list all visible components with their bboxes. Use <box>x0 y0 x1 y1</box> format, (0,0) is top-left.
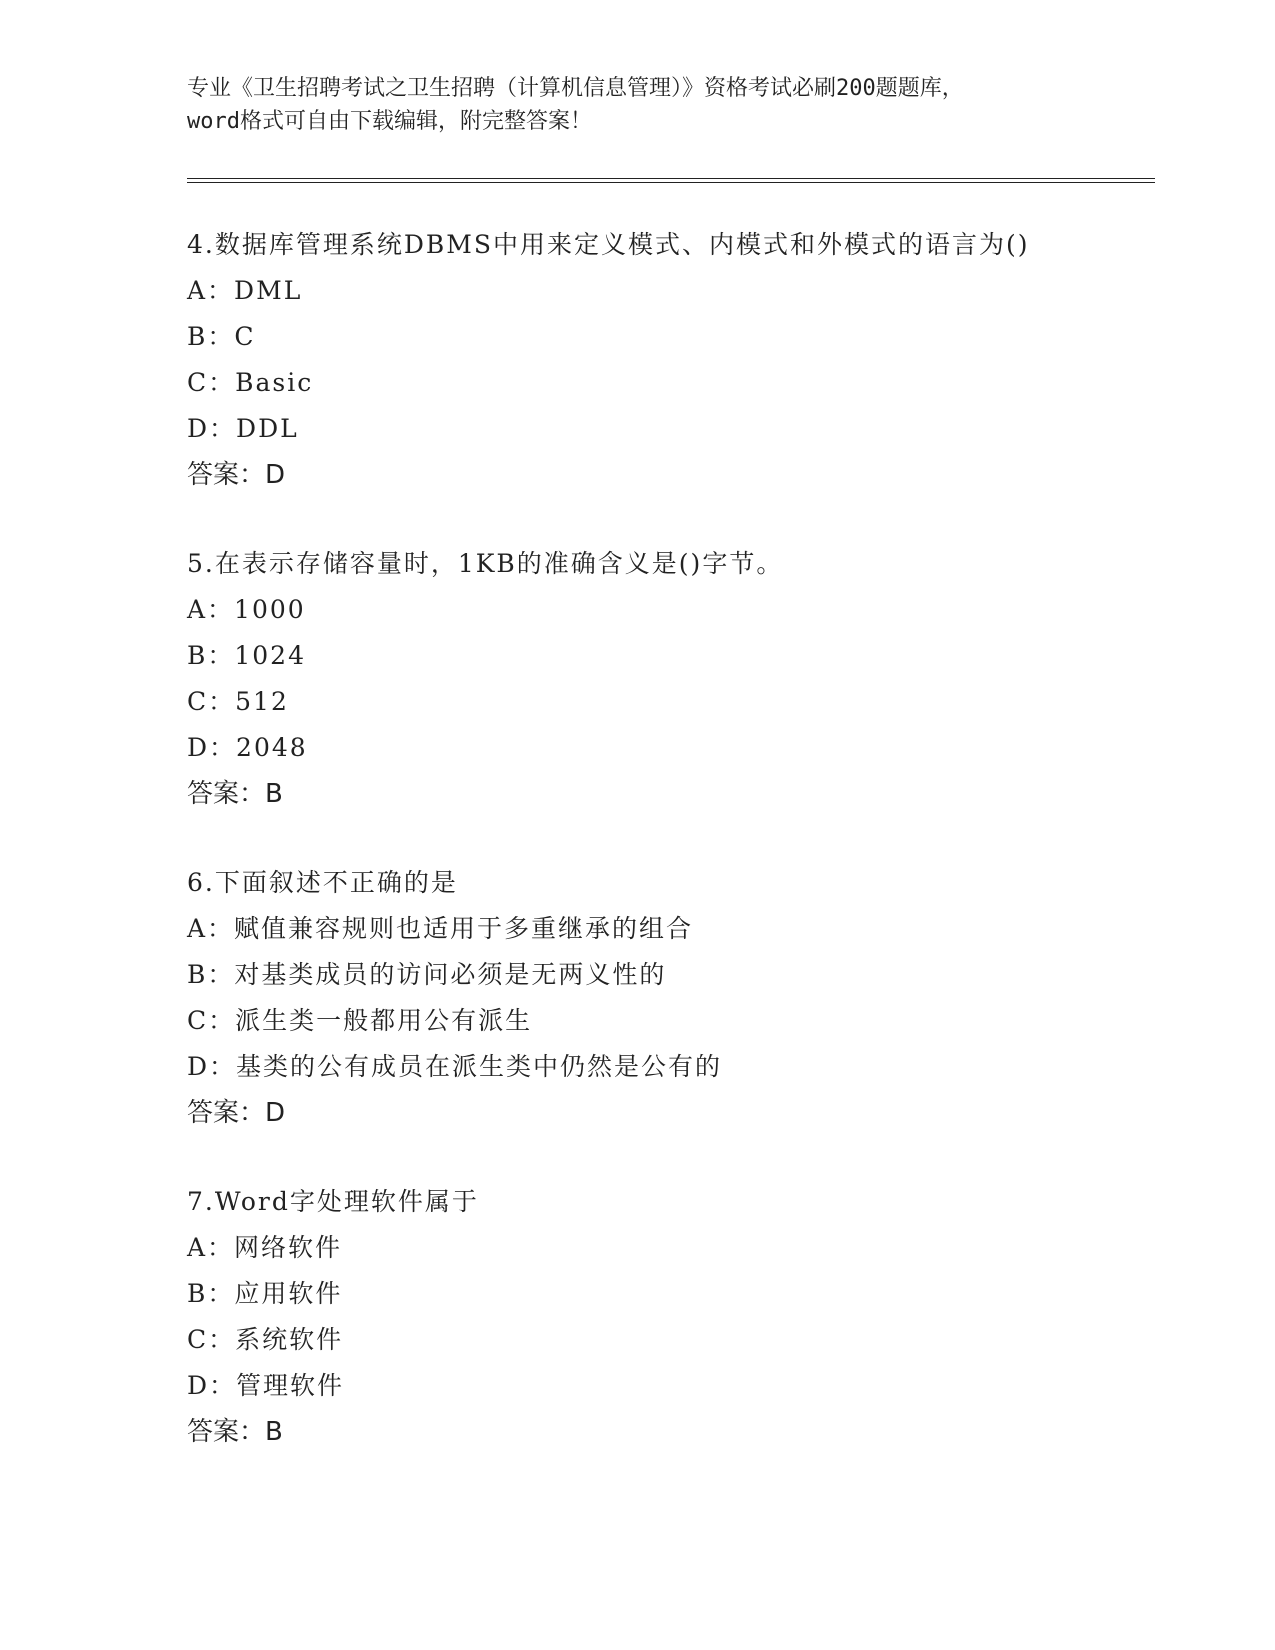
option-d: D：2048 <box>187 733 308 762</box>
option-c: C：Basic <box>187 368 314 397</box>
question-stem: 4.数据库管理系统DBMS中用来定义模式、内模式和外模式的语言为() <box>187 230 1030 259</box>
question-block <box>187 541 1147 817</box>
option-b: B：C <box>187 322 256 351</box>
answer-label: 答案：B <box>187 779 283 809</box>
option-c: C：系统软件 <box>187 1325 344 1354</box>
option-d: D：DDL <box>187 414 299 443</box>
option-a: A：1000 <box>187 595 306 624</box>
option-c: C：512 <box>187 687 289 716</box>
answer-label: 答案：B <box>187 1417 283 1447</box>
question-block <box>187 222 1147 498</box>
question-stem: 6.下面叙述不正确的是 <box>187 868 458 897</box>
header-line-1: 专业《卫生招聘考试之卫生招聘（计算机信息管理）》资格考试必刷200题题库， <box>187 76 964 101</box>
option-b: B：1024 <box>187 641 306 670</box>
answer-label: 答案：D <box>187 1098 286 1128</box>
option-a: A：网络软件 <box>187 1233 343 1262</box>
answer-label: 答案：D <box>187 460 286 490</box>
option-d: D：基类的公有成员在派生类中仍然是公有的 <box>187 1052 723 1081</box>
question-stem: 7.Word字处理软件属于 <box>187 1187 479 1216</box>
header-divider-bottom <box>187 182 1155 183</box>
option-a: A：赋值兼容规则也适用于多重继承的组合 <box>187 914 694 943</box>
option-b: B：对基类成员的访问必须是无两义性的 <box>187 960 667 989</box>
option-d: D：管理软件 <box>187 1371 345 1400</box>
header-divider-top <box>187 178 1155 179</box>
question-block <box>187 1179 1147 1455</box>
option-c: C：派生类一般都用公有派生 <box>187 1006 533 1035</box>
option-a: A：DML <box>187 276 303 305</box>
question-stem: 5.在表示存储容量时，1KB的准确含义是()字节。 <box>187 549 784 578</box>
question-block <box>187 860 1147 1136</box>
header-line-2: word格式可自由下载编辑，附完整答案！ <box>187 109 592 134</box>
option-b: B：应用软件 <box>187 1279 343 1308</box>
document-header <box>187 72 1087 138</box>
